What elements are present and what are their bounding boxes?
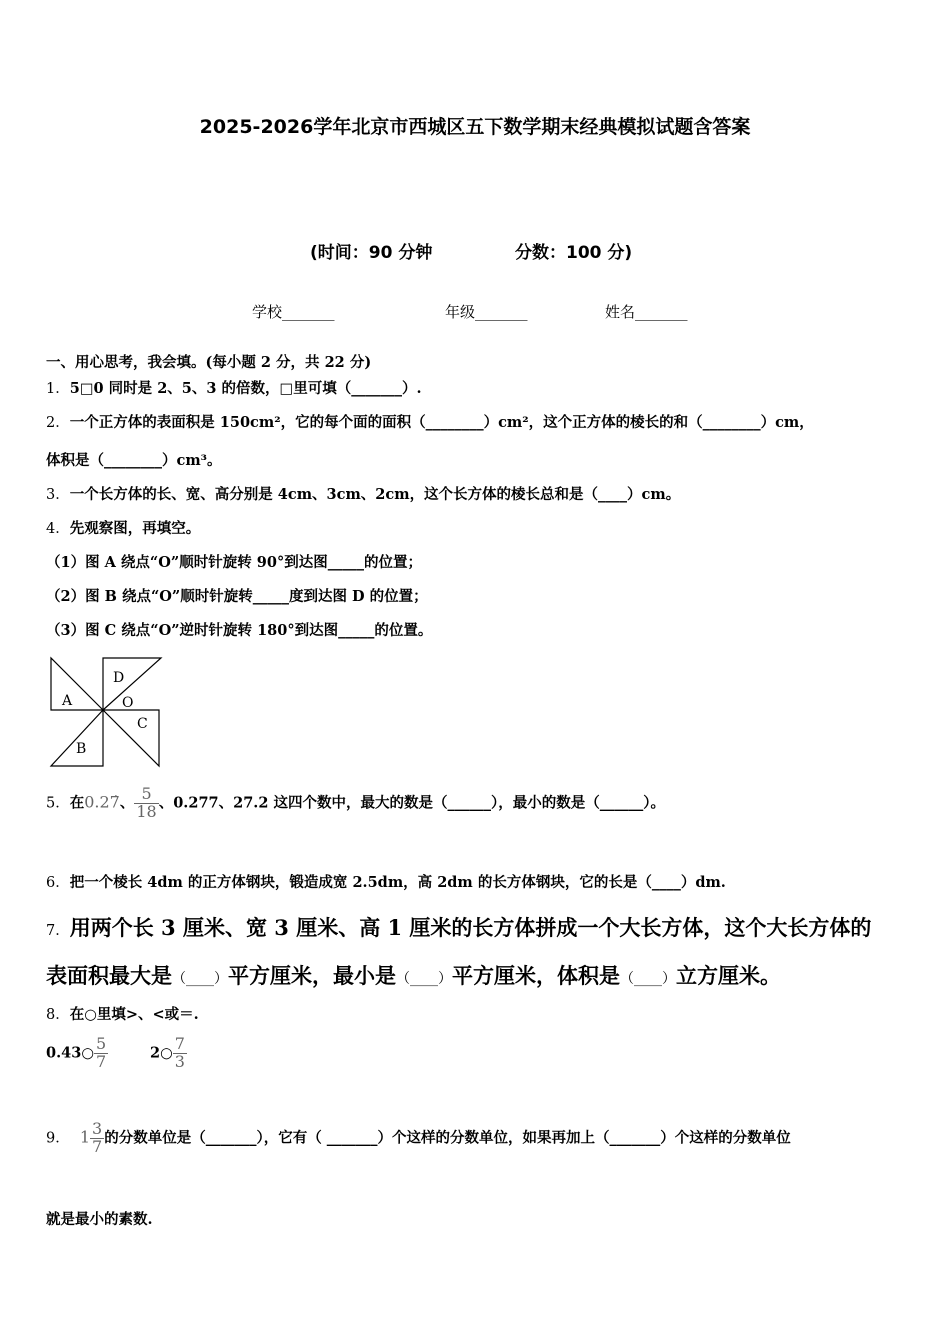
triangle-a [51,658,103,710]
question-text: 把一个棱长 4dm 的正方体钢块，锻造成宽 2.5dm，高 2dm 的长方体钢块，它的长是（____）dm. [69,874,726,891]
question-number: 2． [46,415,70,431]
compare-2: 2○ $\frac{7}{3}$ [150,1034,185,1071]
fraction: $\frac{3}{7}$ [92,1119,103,1156]
question-7-line2: 表面积最大是（____）平方厘米，最小是（____）平方厘米，体积是（____）立方厘米。 [46,963,781,988]
question-text: 在○里填>、<或＝. [69,1006,199,1023]
question-4-sub-3: （3）图 C 绕点“O”逆时针旋转 180°到达图_____的位置。 [46,622,433,639]
question-text-rest: 、0.277、27.2 这四个数中，最大的数是（______），最小的数是（______）。 [158,794,665,812]
question-text: 5□0 同时是 2、5、3 的倍数，□里可填（_______）. [69,380,422,397]
question-number: 8． [46,1007,70,1023]
label-b: B [76,741,87,757]
page-title: 2025-2026学年北京市西城区五下数学期末经典模拟试题含答案 [199,116,751,138]
question-number: 7． [46,923,70,939]
label-o: O [122,695,134,711]
question-8 [46,1003,199,1024]
label-a: A [62,693,73,709]
fraction [134,786,158,821]
name-field: 姓名_______ [605,303,688,321]
question-text: 用两个长 3 厘米、宽 3 厘米、高 1 厘米的长方体拼成一个大长方体，这个大长方体的 [69,915,872,940]
fraction: $\frac{5}{7}$ [95,1034,107,1071]
question-number: 1． [46,381,70,397]
question-number: 5． [46,795,70,812]
fraction: $\frac{7}{3}$ [174,1034,185,1071]
question-7 [46,912,871,942]
question-number: 3． [46,487,70,503]
question-text: 的分数单位是（_______），它有（ _______）个这样的分数单位，如果再加上（_______）个这样的分数单位 [104,1129,791,1147]
grade-field: 年级_______ [445,303,528,321]
question-number: 6． [46,875,70,891]
question-text: 一个正方体的表面积是 150cm²，它的每个面的面积（________）cm²，这个正方体的棱长的和（________）cm， [69,414,814,431]
question-6 [46,871,726,892]
section-heading: 一、用心思考，我会填。(每小题 2 分，共 22 分) [46,354,372,371]
question-9-line2: 就是最小的素数. [46,1211,153,1228]
fraction-numerator: 5 [141,784,152,803]
question-text: 先观察图，再填空。 [69,520,201,537]
question-3 [46,483,680,504]
rotation-figure [48,655,164,770]
question-9 [46,1121,791,1156]
repeating-decimal: 0.27̇ [84,792,120,812]
question-2-line2: 体积是（________）cm³。 [46,452,222,469]
separator: 、 [119,794,135,812]
question-text-pre: 在 [69,794,85,812]
question-4-sub-2: （2）图 B 绕点“O”顺时针旋转_____度到达图 D 的位置； [46,588,428,605]
question-number: 4． [46,521,70,537]
question-5 [46,786,665,821]
question-4 [46,517,200,538]
answer-blank: （____） [396,971,452,987]
compare-1: 0.43○ $\frac{5}{7}$ [46,1034,107,1071]
exam-score: 分数：100 分) [515,243,633,263]
answer-blank: （____） [172,971,228,987]
question-1 [46,377,422,398]
triangle-c [103,710,159,766]
label-d: D [113,670,125,686]
answer-blank: （____） [620,971,676,987]
question-text: 一个长方体的长、宽、高分别是 4cm、3cm、2cm，这个长方体的棱长总和是（____）cm。 [69,486,681,503]
school-field: 学校_______ [252,303,335,321]
question-number: 9． [46,1130,70,1147]
question-2 [46,411,814,432]
fraction-denominator: 18 [136,801,157,821]
question-4-sub-1: （1）图 A 绕点“O”顺时针旋转 90°到达图_____的位置； [46,554,422,571]
triangle-b [51,710,103,766]
exam-time: (时间：90 分钟 [310,243,433,263]
label-c: C [137,716,148,732]
mixed-number-whole: 1 [79,1127,91,1147]
